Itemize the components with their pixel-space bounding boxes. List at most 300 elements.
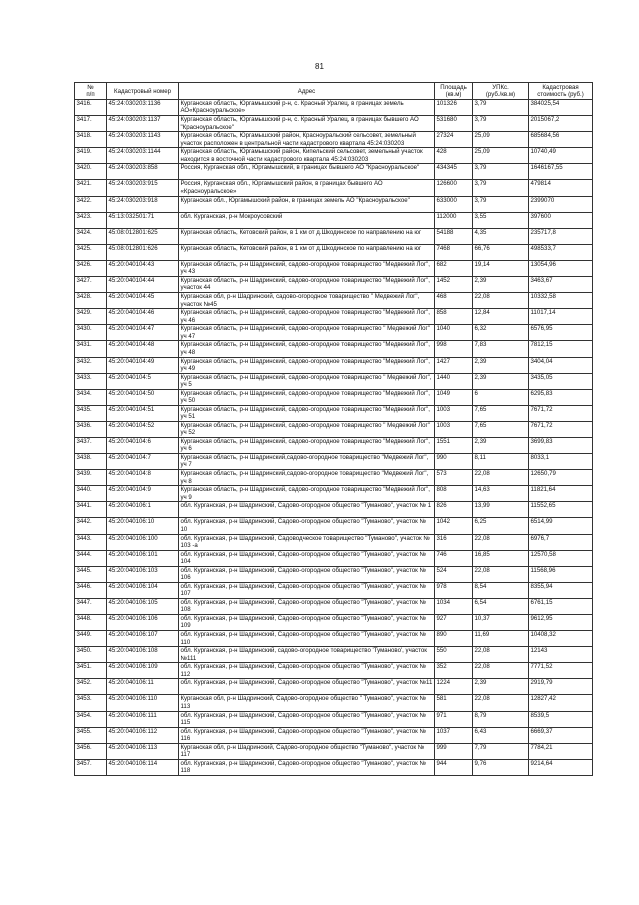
cadastral-value-cell: 12827,42: [529, 695, 593, 711]
cadastral-value-cell: 13054,96: [529, 260, 593, 276]
cadastral-value-cell: 3463,67: [529, 277, 593, 293]
address-cell: обл. Курганская, р-н Шадринский, Садово-огородное общество "Туманово", участок № 109: [179, 615, 435, 631]
cadastral-number-cell: 45:20:040106:100: [107, 534, 179, 550]
cadastral-value-cell: 7812,15: [529, 341, 593, 357]
upks-cell: 14,63: [473, 486, 529, 502]
cadastral-value-cell: 2399070: [529, 196, 593, 212]
table-row: [75, 132, 593, 148]
address-cell: Курганская область, Юргамышский р-н, с. Красный Уралец, в границах бывшего АО "Красноуральское": [179, 116, 435, 132]
cadastral-number-cell: 45:20:040104:51: [107, 405, 179, 421]
address-cell: Курганская область, р-н Шадринский, садово-огородное товарищество " Медвежий Лог" уч 47: [179, 325, 435, 341]
row-number-cell: 3418.: [75, 132, 107, 148]
row-number-cell: 3424.: [75, 228, 107, 244]
area-cell: 990: [435, 454, 473, 470]
table-row: [75, 615, 593, 631]
table-row: [75, 373, 593, 389]
header-num: № п/п: [75, 83, 107, 100]
cadastral-number-cell: 45:24:030203:915: [107, 180, 179, 196]
area-cell: 826: [435, 502, 473, 518]
cadastral-value-cell: 3404,04: [529, 357, 593, 373]
cadastral-value-cell: 8355,94: [529, 582, 593, 598]
cadastral-number-cell: 45:20:040106:107: [107, 631, 179, 647]
cadastral-value-cell: 9612,95: [529, 615, 593, 631]
area-cell: 126600: [435, 180, 473, 196]
cadastral-value-cell: 384025,54: [529, 100, 593, 116]
cadastral-number-cell: 45:20:040104:6: [107, 437, 179, 453]
cadastral-value-cell: 10332,58: [529, 293, 593, 309]
area-cell: 1049: [435, 389, 473, 405]
area-cell: 1042: [435, 518, 473, 534]
area-cell: 7468: [435, 244, 473, 260]
upks-cell: 8,79: [473, 711, 529, 727]
area-cell: 573: [435, 470, 473, 486]
upks-cell: 6: [473, 389, 529, 405]
cadastral-number-cell: 45:20:040106:10: [107, 518, 179, 534]
cadastral-value-cell: 8033,1: [529, 454, 593, 470]
upks-cell: 22,08: [473, 566, 529, 582]
cadastral-number-cell: 45:20:040106:111: [107, 711, 179, 727]
address-cell: обл. Курганская, р-н Шадринский, Садово-огородное общество "Туманово", участок № 104: [179, 550, 435, 566]
row-number-cell: 3454.: [75, 711, 107, 727]
table-row: [75, 309, 593, 325]
row-number-cell: 3421.: [75, 180, 107, 196]
row-number-cell: 3442.: [75, 518, 107, 534]
area-cell: 808: [435, 486, 473, 502]
row-number-cell: 3425.: [75, 244, 107, 260]
cadastral-number-cell: 45:20:040104:8: [107, 470, 179, 486]
cadastral-value-cell: 7771,52: [529, 663, 593, 679]
header-upks: УПКс. (руб./кв.м): [473, 83, 529, 100]
area-cell: 927: [435, 615, 473, 631]
upks-cell: 2,39: [473, 277, 529, 293]
table-row: [75, 293, 593, 309]
cadastral-number-cell: 45:20:040104:5: [107, 373, 179, 389]
upks-cell: 10,37: [473, 615, 529, 631]
area-cell: 316: [435, 534, 473, 550]
row-number-cell: 3446.: [75, 582, 107, 598]
cadastral-number-cell: 45:20:040104:43: [107, 260, 179, 276]
address-cell: Курганская область, р-н Шадринский,садово-огородное товарищество "Медвежий Лог", уч 8: [179, 470, 435, 486]
row-number-cell: 3428.: [75, 293, 107, 309]
upks-cell: 7,65: [473, 421, 529, 437]
row-number-cell: 3422.: [75, 196, 107, 212]
row-number-cell: 3443.: [75, 534, 107, 550]
row-number-cell: 3439.: [75, 470, 107, 486]
cadastral-number-cell: 45:20:040106:106: [107, 615, 179, 631]
upks-cell: 22,08: [473, 647, 529, 663]
cadastral-value-cell: 685684,56: [529, 132, 593, 148]
cadastral-number-cell: 45:20:040106:101: [107, 550, 179, 566]
area-cell: 1440: [435, 373, 473, 389]
table-row: [75, 100, 593, 116]
area-cell: 978: [435, 582, 473, 598]
upks-cell: 2,39: [473, 437, 529, 453]
upks-cell: 3,79: [473, 100, 529, 116]
address-cell: обл. Курганская, р-н Шадринский, Садово-огородное общество "Туманово", участок № 112: [179, 663, 435, 679]
cadastral-value-cell: 6669,37: [529, 727, 593, 743]
cadastral-number-cell: 45:20:040104:44: [107, 277, 179, 293]
area-cell: 101326: [435, 100, 473, 116]
cadastral-value-cell: 6576,95: [529, 325, 593, 341]
address-cell: обл. Курганская, р-н Шадринский, Садоводческое товарищество "Туманово", участок № 103 -а: [179, 534, 435, 550]
table-row: [75, 470, 593, 486]
area-cell: 1452: [435, 277, 473, 293]
cadastral-number-cell: 45:20:040106:113: [107, 743, 179, 759]
row-number-cell: 3450.: [75, 647, 107, 663]
area-cell: 858: [435, 309, 473, 325]
table-row: [75, 325, 593, 341]
row-number-cell: 3445.: [75, 566, 107, 582]
row-number-cell: 3436.: [75, 421, 107, 437]
cadastral-value-cell: 6761,15: [529, 598, 593, 614]
cadastral-value-cell: 10408,32: [529, 631, 593, 647]
row-number-cell: 3438.: [75, 454, 107, 470]
table-row: [75, 679, 593, 695]
cadastral-number-cell: 45:24:030203:1143: [107, 132, 179, 148]
cadastral-number-cell: 45:24:030203:1136: [107, 100, 179, 116]
address-cell: обл. Курганская, р-н Шадринский, Садово-огородное общество "Туманово", участок № 108: [179, 598, 435, 614]
cadastral-number-cell: 45:24:030203:1144: [107, 148, 179, 164]
area-cell: 999: [435, 743, 473, 759]
cadastral-number-cell: 45:24:030203:858: [107, 164, 179, 180]
row-number-cell: 3449.: [75, 631, 107, 647]
cadastral-value-cell: 11568,96: [529, 566, 593, 582]
cadastral-value-cell: 11017,14: [529, 309, 593, 325]
area-cell: 1003: [435, 421, 473, 437]
address-cell: обл. Курганская, р-н Шадринский, Садово-огородное общество "Туманово", участок № 10: [179, 518, 435, 534]
row-number-cell: 3451.: [75, 663, 107, 679]
area-cell: 468: [435, 293, 473, 309]
table-row: [75, 598, 593, 614]
cadastral-value-cell: 12650,79: [529, 470, 593, 486]
cadastral-value-cell: 397600: [529, 212, 593, 228]
address-cell: обл. Курганская, р-н Шадринский, Садово-огородное общество "Туманово", участок №11: [179, 679, 435, 695]
area-cell: 524: [435, 566, 473, 582]
address-cell: Курганская обл, р-н Шадринский, садово-огородное товарищество " Медвежий Лог", участок №45: [179, 293, 435, 309]
row-number-cell: 3457.: [75, 759, 107, 775]
cadastral-number-cell: 45:20:040104:46: [107, 309, 179, 325]
cadastral-value-cell: 6295,83: [529, 389, 593, 405]
upks-cell: 22,08: [473, 470, 529, 486]
table-row: [75, 196, 593, 212]
row-number-cell: 3416.: [75, 100, 107, 116]
address-cell: Курганская область, р-н Шадринский, садово-огородное товарищество "Медвежий Лог", уч 9: [179, 486, 435, 502]
cadastral-number-cell: 45:24:030203:918: [107, 196, 179, 212]
cadastral-number-cell: 45:20:040104:9: [107, 486, 179, 502]
area-cell: 581: [435, 695, 473, 711]
table-row: [75, 389, 593, 405]
table-row: [75, 566, 593, 582]
address-cell: обл. Курганская, р-н Шадринский, Садово-огородное общество "Туманово", участок № 115: [179, 711, 435, 727]
upks-cell: 25,09: [473, 132, 529, 148]
table-row: [75, 550, 593, 566]
header-cadastral-number: Кадастровый номер: [107, 83, 179, 100]
area-cell: 352: [435, 663, 473, 679]
address-cell: обл. Курганская, р-н Шадринский, Садово-огородное общество "Туманово", участок № 116: [179, 727, 435, 743]
address-cell: Курганская обл., Юргамышский район, в границах земель АО "Красноуральское": [179, 196, 435, 212]
address-cell: обл. Курганская, р-н Шадринский, Садово-огородное общество "Туманово", участок № 110: [179, 631, 435, 647]
area-cell: 434345: [435, 164, 473, 180]
upks-cell: 3,79: [473, 180, 529, 196]
address-cell: обл. Курганская, р-н Шадринский, Садово-огородное общество "Туманово", участок № 106: [179, 566, 435, 582]
row-number-cell: 3426.: [75, 260, 107, 276]
row-number-cell: 3417.: [75, 116, 107, 132]
row-number-cell: 3431.: [75, 341, 107, 357]
address-cell: Курганская область, р-н Шадринский, садово-огородное товарищество "Медвежий Лог", участок 44: [179, 277, 435, 293]
row-number-cell: 3440.: [75, 486, 107, 502]
cadastral-value-cell: 7671,72: [529, 405, 593, 421]
area-cell: 112000: [435, 212, 473, 228]
area-cell: 746: [435, 550, 473, 566]
address-cell: обл. Курганская, р-н Шадринский, Садово-огородное общество "Туманово", участок № 118: [179, 759, 435, 775]
cadastral-value-table: [74, 82, 593, 776]
table-row: [75, 647, 593, 663]
address-cell: обл. Курганская, р-н Мокроусовский: [179, 212, 435, 228]
cadastral-value-cell: 498533,7: [529, 244, 593, 260]
cadastral-number-cell: 45:20:040106:109: [107, 663, 179, 679]
row-number-cell: 3448.: [75, 615, 107, 631]
table-row: [75, 437, 593, 453]
address-cell: Курганская область, р-н Шадринский, садово-огородное товарищество "Медвежий Лог", уч 51: [179, 405, 435, 421]
table-row: [75, 711, 593, 727]
table-row: [75, 759, 593, 775]
row-number-cell: 3434.: [75, 389, 107, 405]
row-number-cell: 3430.: [75, 325, 107, 341]
table-row: [75, 534, 593, 550]
upks-cell: 22,08: [473, 534, 529, 550]
address-cell: Курганская область, р-н Шадринский, садово-огородное товарищество " Медвежий Лог", уч 5: [179, 373, 435, 389]
upks-cell: 25,09: [473, 148, 529, 164]
address-cell: Курганская область, Кетовский район, в 1 км от д.Шкодинское по направлению на юг: [179, 244, 435, 260]
address-cell: Курганская область, р-н Шадринский, садово-огородное товарищество "Медвежий Лог", уч 43: [179, 260, 435, 276]
table-row: [75, 727, 593, 743]
cadastral-value-cell: 2919,79: [529, 679, 593, 695]
upks-cell: 2,39: [473, 679, 529, 695]
cadastral-number-cell: 45:20:040106:1: [107, 502, 179, 518]
cadastral-number-cell: 45:20:040106:11: [107, 679, 179, 695]
table-row: [75, 260, 593, 276]
area-cell: 531680: [435, 116, 473, 132]
cadastral-number-cell: 45:20:040104:52: [107, 421, 179, 437]
upks-cell: 22,08: [473, 695, 529, 711]
row-number-cell: 3419.: [75, 148, 107, 164]
table-header-row: [75, 83, 593, 100]
address-cell: Курганская область, р-н Шадринский, садово-огородное товарищество " Медвежий Лог" уч 52: [179, 421, 435, 437]
upks-cell: 8,11: [473, 454, 529, 470]
address-cell: Россия, Курганская обл., Юргамышский, в границах бывшего АО "Красноуральское": [179, 164, 435, 180]
cadastral-number-cell: 45:20:040104:49: [107, 357, 179, 373]
address-cell: Курганская область, р-н Шадринский, садово-огородное товарищество "Медвежий Лог", уч 50: [179, 389, 435, 405]
area-cell: 633000: [435, 196, 473, 212]
address-cell: Курганская область, Юргамышский район, Красноуральский сельсовет, земельный участок расположен в центральной части кадастрового квартала 45:24:030203: [179, 132, 435, 148]
cadastral-value-cell: 11552,65: [529, 502, 593, 518]
address-cell: Курганская обл, р-н Шадринский, Садово-огородное общество "Туманово", участок № 117: [179, 743, 435, 759]
row-number-cell: 3453.: [75, 695, 107, 711]
upks-cell: 8,54: [473, 582, 529, 598]
cadastral-number-cell: 45:24:030203:1137: [107, 116, 179, 132]
table-row: [75, 421, 593, 437]
cadastral-value-cell: 12570,58: [529, 550, 593, 566]
upks-cell: 16,85: [473, 550, 529, 566]
upks-cell: 13,99: [473, 502, 529, 518]
area-cell: 1003: [435, 405, 473, 421]
cadastral-value-cell: 6976,7: [529, 534, 593, 550]
row-number-cell: 3444.: [75, 550, 107, 566]
area-cell: 1040: [435, 325, 473, 341]
area-cell: 54188: [435, 228, 473, 244]
address-cell: обл. Курганская, р-н Шадринский, Садово-огородное общество "Туманово", участок № 1: [179, 502, 435, 518]
upks-cell: 3,79: [473, 164, 529, 180]
table-row: [75, 180, 593, 196]
page-number: 81: [315, 62, 324, 71]
cadastral-number-cell: 45:20:040106:112: [107, 727, 179, 743]
cadastral-number-cell: 45:20:040106:110: [107, 695, 179, 711]
table-row: [75, 405, 593, 421]
upks-cell: 3,55: [473, 212, 529, 228]
cadastral-value-cell: 3699,83: [529, 437, 593, 453]
table-row: [75, 454, 593, 470]
address-cell: Курганская область, р-н Шадринский, садово-огородное товарищество "Медвежий Лог", уч 48: [179, 341, 435, 357]
upks-cell: 3,79: [473, 116, 529, 132]
table-row: [75, 502, 593, 518]
area-cell: 1551: [435, 437, 473, 453]
area-cell: 1034: [435, 598, 473, 614]
header-address: Адрес: [179, 83, 435, 100]
area-cell: 890: [435, 631, 473, 647]
address-cell: обл. Курганская, р-н Шадринский, садово-огородное товарищество 'Туманово', участок №111: [179, 647, 435, 663]
address-cell: Курганская область, р-н Шадринский, садово-огородное товарищество "Медвежий Лог", уч 49: [179, 357, 435, 373]
table-row: [75, 357, 593, 373]
cadastral-value-cell: 8539,5: [529, 711, 593, 727]
upks-cell: 7,83: [473, 341, 529, 357]
row-number-cell: 3447.: [75, 598, 107, 614]
address-cell: Курганская область, р-н Шадринский, садово-огородное товарищество "Медвежий Лог", уч 6: [179, 437, 435, 453]
upks-cell: 22,08: [473, 663, 529, 679]
cadastral-value-cell: 2015067,2: [529, 116, 593, 132]
row-number-cell: 3427.: [75, 277, 107, 293]
upks-cell: 22,08: [473, 293, 529, 309]
table-row: [75, 663, 593, 679]
row-number-cell: 3435.: [75, 405, 107, 421]
cadastral-value-cell: 11821,64: [529, 486, 593, 502]
cadastral-number-cell: 45:20:040106:108: [107, 647, 179, 663]
upks-cell: 6,25: [473, 518, 529, 534]
table-row: [75, 116, 593, 132]
upks-cell: 7,79: [473, 743, 529, 759]
cadastral-number-cell: 45:20:040104:50: [107, 389, 179, 405]
cadastral-value-cell: 7784,21: [529, 743, 593, 759]
cadastral-number-cell: 45:08:012801:625: [107, 228, 179, 244]
table-row: [75, 518, 593, 534]
row-number-cell: 3456.: [75, 743, 107, 759]
area-cell: 27324: [435, 132, 473, 148]
cadastral-value-cell: 9214,64: [529, 759, 593, 775]
upks-cell: 6,54: [473, 598, 529, 614]
table-row: [75, 631, 593, 647]
table-row: [75, 277, 593, 293]
row-number-cell: 3432.: [75, 357, 107, 373]
header-area: Площадь (кв.м): [435, 83, 473, 100]
cadastral-number-cell: 45:20:040104:47: [107, 325, 179, 341]
cadastral-number-cell: 45:08:012801:626: [107, 244, 179, 260]
cadastral-value-cell: 7671,72: [529, 421, 593, 437]
upks-cell: 11,69: [473, 631, 529, 647]
cadastral-number-cell: 45:20:040104:48: [107, 341, 179, 357]
table-row: [75, 228, 593, 244]
address-cell: Курганская область, р-н Шадринский, садово-огородное товарищество "Медвежий Лог", уч 46: [179, 309, 435, 325]
address-cell: Курганская область, Юргамышский район, Кипельский сельсовет, земельный участок находится в восточной части кадастрового квартала 45:24:030203: [179, 148, 435, 164]
table-row: [75, 695, 593, 711]
cadastral-number-cell: 45:20:040106:104: [107, 582, 179, 598]
cadastral-value-cell: 10740,49: [529, 148, 593, 164]
area-cell: 1224: [435, 679, 473, 695]
table-row: [75, 164, 593, 180]
cadastral-value-cell: 1646167,55: [529, 164, 593, 180]
row-number-cell: 3455.: [75, 727, 107, 743]
table-row: [75, 148, 593, 164]
cadastral-number-cell: 45:20:040106:103: [107, 566, 179, 582]
table-row: [75, 212, 593, 228]
address-cell: Курганская область, р-н Шадринский,садово-огородное товарищество "Медвежий Лог", уч 7: [179, 454, 435, 470]
upks-cell: 66,76: [473, 244, 529, 260]
row-number-cell: 3437.: [75, 437, 107, 453]
upks-cell: 6,43: [473, 727, 529, 743]
upks-cell: 19,14: [473, 260, 529, 276]
upks-cell: 7,65: [473, 405, 529, 421]
area-cell: 550: [435, 647, 473, 663]
row-number-cell: 3423.: [75, 212, 107, 228]
area-cell: 1427: [435, 357, 473, 373]
cadastral-number-cell: 45:13:032501:71: [107, 212, 179, 228]
row-number-cell: 3441.: [75, 502, 107, 518]
cadastral-value-cell: 12143: [529, 647, 593, 663]
cadastral-number-cell: 45:20:040106:114: [107, 759, 179, 775]
row-number-cell: 3433.: [75, 373, 107, 389]
area-cell: 428: [435, 148, 473, 164]
address-cell: Россия, Курганская обл., Юргамышский район, в границах бывшего АО «Красноуральское»: [179, 180, 435, 196]
table-body: [75, 100, 593, 776]
table-row: [75, 486, 593, 502]
area-cell: 944: [435, 759, 473, 775]
row-number-cell: 3420.: [75, 164, 107, 180]
upks-cell: 6,32: [473, 325, 529, 341]
upks-cell: 2,39: [473, 373, 529, 389]
upks-cell: 2,39: [473, 357, 529, 373]
table-row: [75, 582, 593, 598]
area-cell: 682: [435, 260, 473, 276]
upks-cell: 4,35: [473, 228, 529, 244]
address-cell: обл. Курганская, р-н Шадринский, Садово-огородное общество "Туманово", участок № 107: [179, 582, 435, 598]
table-row: [75, 244, 593, 260]
area-cell: 1037: [435, 727, 473, 743]
table-row: [75, 341, 593, 357]
row-number-cell: 3429.: [75, 309, 107, 325]
table-row: [75, 743, 593, 759]
upks-cell: 3,79: [473, 196, 529, 212]
area-cell: 971: [435, 711, 473, 727]
upks-cell: 12,84: [473, 309, 529, 325]
cadastral-number-cell: 45:20:040104:45: [107, 293, 179, 309]
row-number-cell: 3452.: [75, 679, 107, 695]
cadastral-value-cell: 3435,05: [529, 373, 593, 389]
address-cell: Курганская область, Юргамышский р-н, с. Красный Уралец, в границах земель АО«Красноуральское»: [179, 100, 435, 116]
address-cell: Курганская область, Кетовский район, в 1 км от д.Шкодинское по направлению на юг: [179, 228, 435, 244]
cadastral-value-cell: 479814: [529, 180, 593, 196]
area-cell: 998: [435, 341, 473, 357]
cadastral-number-cell: 45:20:040104:7: [107, 454, 179, 470]
cadastral-value-cell: 6514,99: [529, 518, 593, 534]
address-cell: Курганская обл, р-н Шадринский, Садово-огородное общество " Туманово", участок № 113: [179, 695, 435, 711]
